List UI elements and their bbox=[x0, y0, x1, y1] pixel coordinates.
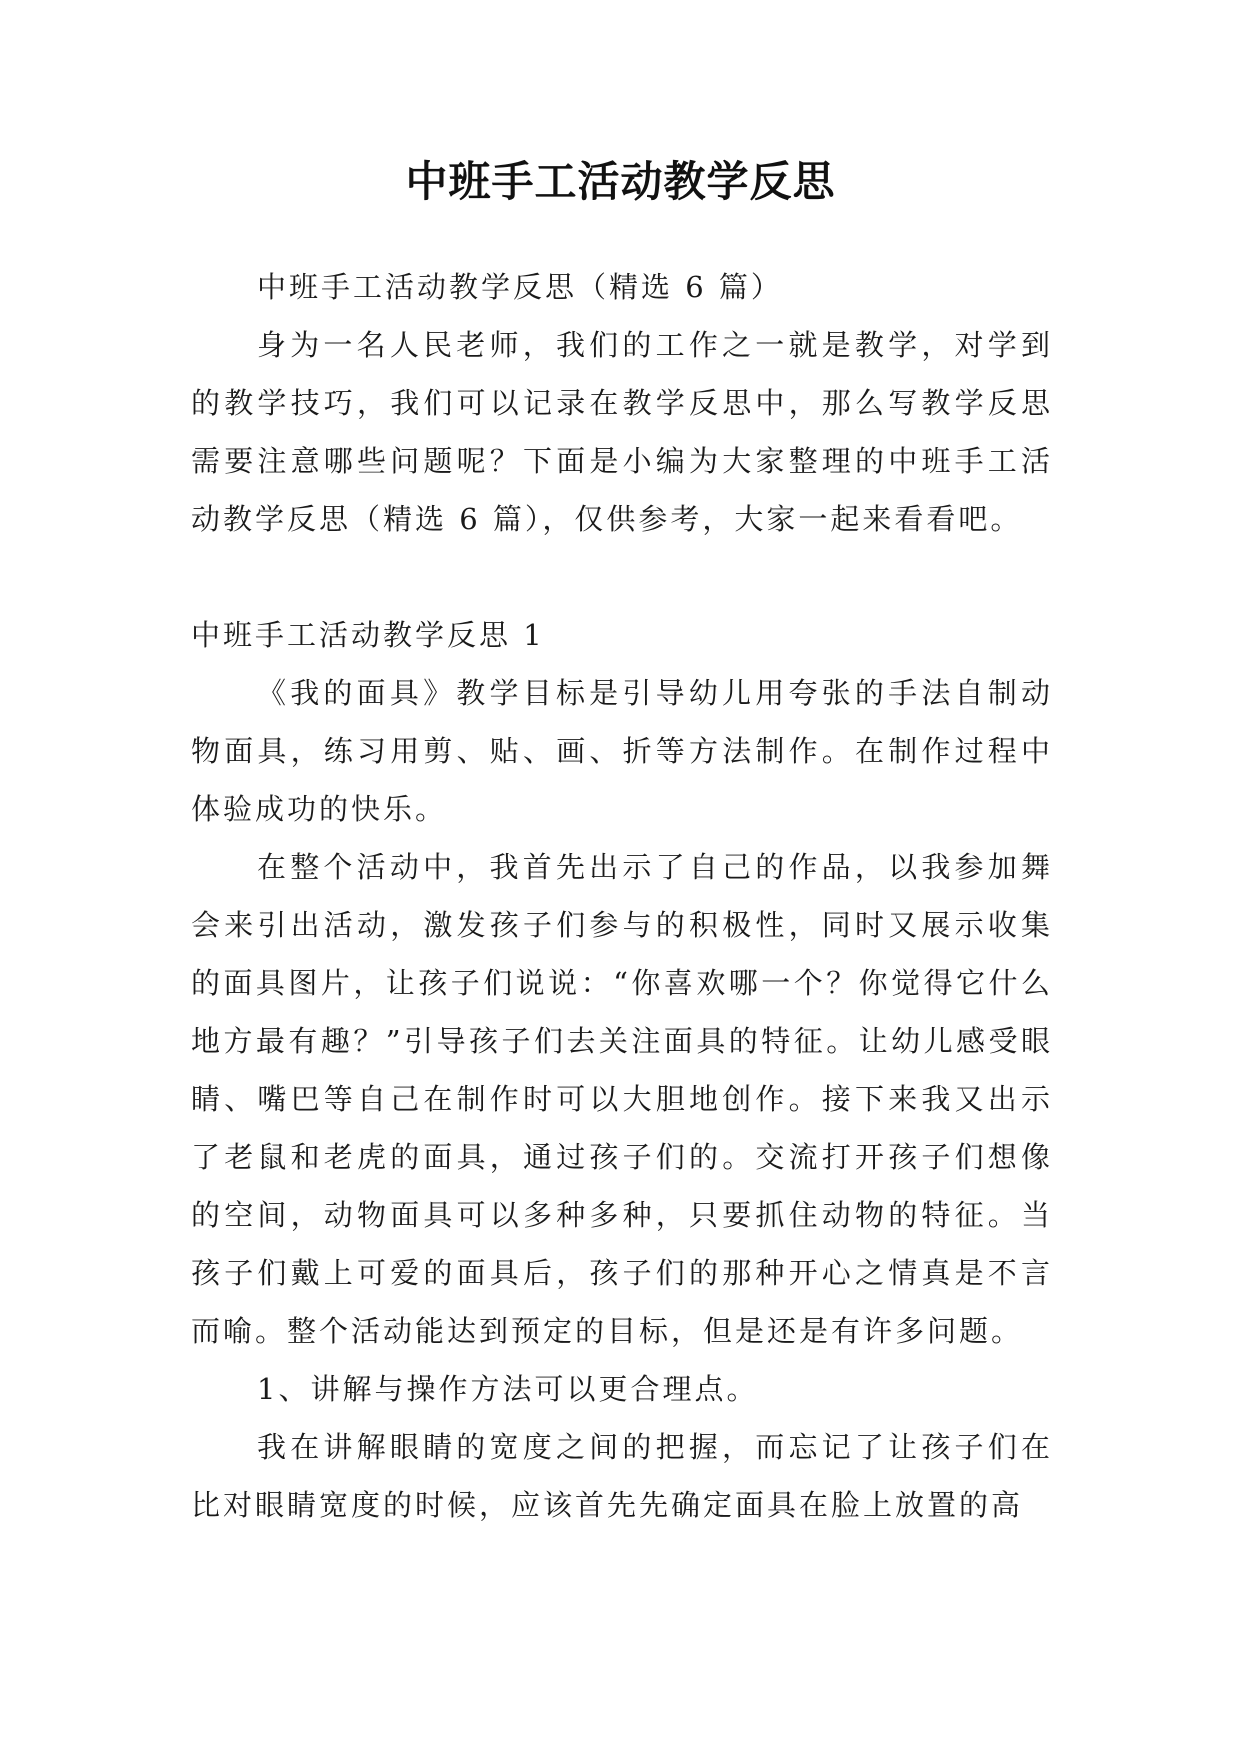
body-paragraph: 我在讲解眼睛的宽度之间的把握，而忘记了让孩子们在比对眼睛宽度的时候，应该首先先确定面具在脸上放置的高 bbox=[191, 1430, 1053, 1522]
document-subtitle: 中班手工活动教学反思（精选 6 篇） bbox=[257, 270, 783, 304]
intro-paragraph: 身为一名人民老师，我们的工作之一就是教学，对学到的教学技巧，我们可以记录在教学反思中，那么写教学反思需要注意哪些问题呢？下面是小编为大家整理的中班手工活动教学反思（精选 6 篇），仅供参考，大家一起来看看吧。 bbox=[191, 328, 1053, 536]
document-title: 中班手工活动教学反思 bbox=[405, 157, 836, 206]
body-paragraph: 《我的面具》教学目标是引导幼儿用夸张的手法自制动物面具，练习用剪、贴、画、折等方法制作。在制作过程中体验成功的快乐。 bbox=[191, 676, 1053, 826]
numbered-point: 1、讲解与操作方法可以更合理点。 bbox=[257, 1372, 759, 1406]
section-spacer bbox=[191, 548, 1053, 606]
body-paragraph: 在整个活动中，我首先出示了自己的作品，以我参加舞会来引出活动，激发孩子们参与的积极性，同时又展示收集的面具图片，让孩子们说说：“你喜欢哪一个？你觉得它什么地方最有趣？”引导孩子们去关注面具的特征。让幼儿感受眼睛、嘴巴等自己在制作时可以大胆地创作。接下来我又出示了老鼠和老虎的面具，通过孩子们的。交流打开孩子们想像的空间，动物面具可以多种多种，只要抓住动物的特征。当孩子们戴上可爱的面具后，孩子们的那种开心之情真是不言而喻。整个活动能达到预定的目标，但是还是有许多问题。 bbox=[191, 850, 1053, 1348]
section-heading: 中班手工活动教学反思 1 bbox=[191, 618, 545, 652]
document-body bbox=[191, 258, 1053, 1534]
